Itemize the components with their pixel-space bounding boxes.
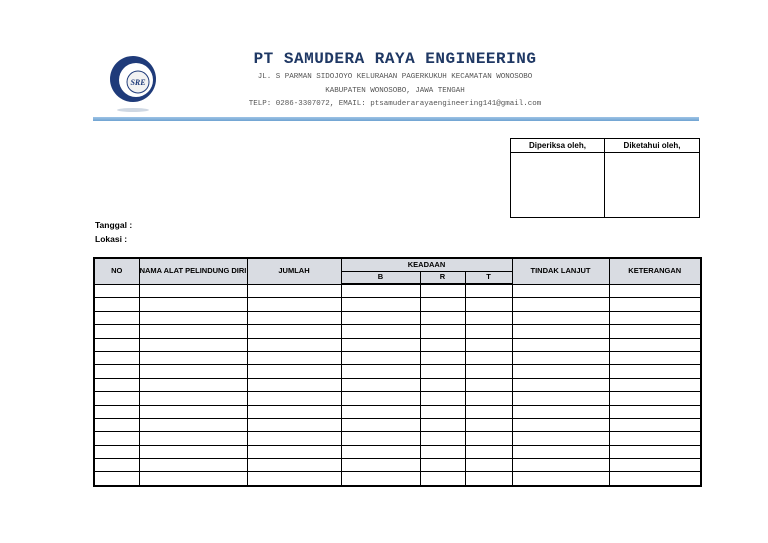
table-cell[interactable] bbox=[94, 378, 139, 391]
table-cell[interactable] bbox=[139, 311, 247, 324]
table-row bbox=[94, 351, 701, 364]
logo-text: SRE bbox=[130, 78, 146, 87]
table-cell[interactable] bbox=[420, 392, 465, 405]
address-line-1: JL. S PARMAN SIDOJOYO KELURAHAN PAGERKUKUH KECAMATAN WONOSOBO bbox=[257, 73, 533, 81]
company-logo bbox=[108, 52, 158, 112]
table-row bbox=[94, 365, 701, 378]
acknowledged-by-cell bbox=[605, 139, 699, 217]
table-cell[interactable] bbox=[139, 405, 247, 418]
table-cell[interactable] bbox=[247, 392, 341, 405]
table-cell[interactable] bbox=[94, 351, 139, 364]
table-cell[interactable] bbox=[609, 472, 701, 486]
table-row bbox=[94, 311, 701, 324]
table-cell[interactable] bbox=[341, 284, 420, 298]
table-cell[interactable] bbox=[94, 472, 139, 486]
checked-by-cell bbox=[511, 139, 605, 217]
table-cell[interactable] bbox=[465, 338, 512, 351]
table-cell[interactable] bbox=[420, 459, 465, 472]
table-cell[interactable] bbox=[247, 284, 341, 298]
table-cell[interactable] bbox=[420, 418, 465, 431]
table-cell[interactable] bbox=[341, 325, 420, 338]
table-cell[interactable] bbox=[609, 325, 701, 338]
table-cell[interactable] bbox=[341, 472, 420, 486]
table-row bbox=[94, 298, 701, 311]
table-cell[interactable] bbox=[609, 405, 701, 418]
checked-by-label: Diperiksa oleh, bbox=[511, 139, 604, 153]
table-cell[interactable] bbox=[247, 459, 341, 472]
table-cell[interactable] bbox=[341, 459, 420, 472]
date-label: Tanggal : bbox=[95, 220, 133, 230]
table-cell[interactable] bbox=[512, 298, 609, 311]
table-cell[interactable] bbox=[420, 325, 465, 338]
table-row bbox=[94, 378, 701, 391]
table-cell[interactable] bbox=[420, 365, 465, 378]
table-row bbox=[94, 459, 701, 472]
table-cell[interactable] bbox=[341, 378, 420, 391]
table-cell[interactable] bbox=[94, 432, 139, 445]
table-cell[interactable] bbox=[94, 459, 139, 472]
table-cell[interactable] bbox=[94, 325, 139, 338]
table-cell[interactable] bbox=[512, 472, 609, 486]
table-cell[interactable] bbox=[512, 284, 609, 298]
header-divider bbox=[93, 117, 699, 121]
table-cell[interactable] bbox=[247, 365, 341, 378]
header-item-name: NAMA ALAT PELINDUNG DIRI bbox=[139, 258, 247, 284]
table-cell[interactable] bbox=[247, 472, 341, 486]
table-cell[interactable] bbox=[139, 472, 247, 486]
company-name: PT SAMUDERA RAYA ENGINEERING bbox=[253, 50, 537, 68]
table-cell[interactable] bbox=[247, 432, 341, 445]
header-follow-up: TINDAK LANJUT bbox=[512, 258, 609, 284]
table-cell[interactable] bbox=[94, 445, 139, 458]
table-cell[interactable] bbox=[465, 459, 512, 472]
table-cell[interactable] bbox=[420, 311, 465, 324]
table-cell[interactable] bbox=[139, 445, 247, 458]
table-row bbox=[94, 392, 701, 405]
location-label: Lokasi : bbox=[95, 234, 128, 244]
signature-box bbox=[510, 138, 700, 218]
table-cell[interactable] bbox=[512, 351, 609, 364]
table-cell[interactable] bbox=[420, 298, 465, 311]
table-cell[interactable] bbox=[139, 418, 247, 431]
table-cell[interactable] bbox=[247, 405, 341, 418]
table-cell[interactable] bbox=[512, 311, 609, 324]
table-cell[interactable] bbox=[139, 459, 247, 472]
table-row bbox=[94, 325, 701, 338]
table-cell[interactable] bbox=[512, 325, 609, 338]
table-cell[interactable] bbox=[139, 432, 247, 445]
table-cell[interactable] bbox=[609, 284, 701, 298]
table-cell[interactable] bbox=[420, 445, 465, 458]
table-cell[interactable] bbox=[420, 405, 465, 418]
table-cell[interactable] bbox=[247, 338, 341, 351]
table-cell[interactable] bbox=[341, 445, 420, 458]
table-cell[interactable] bbox=[512, 365, 609, 378]
table-cell[interactable] bbox=[465, 392, 512, 405]
table-cell[interactable] bbox=[609, 459, 701, 472]
table-cell[interactable] bbox=[512, 432, 609, 445]
table-cell[interactable] bbox=[94, 284, 139, 298]
table-cell[interactable] bbox=[465, 351, 512, 364]
table-cell[interactable] bbox=[465, 445, 512, 458]
table-cell[interactable] bbox=[94, 338, 139, 351]
table-row bbox=[94, 418, 701, 431]
table-cell[interactable] bbox=[609, 311, 701, 324]
table-cell[interactable] bbox=[139, 298, 247, 311]
table-cell[interactable] bbox=[341, 298, 420, 311]
table-cell[interactable] bbox=[341, 351, 420, 364]
contact-line: TELP: 0286-3307072, EMAIL: ptsamuderarayaengineering141@gmail.com bbox=[248, 100, 542, 108]
table-cell[interactable] bbox=[139, 325, 247, 338]
table-cell[interactable] bbox=[139, 365, 247, 378]
table-cell[interactable] bbox=[247, 351, 341, 364]
table-cell[interactable] bbox=[609, 365, 701, 378]
table-cell[interactable] bbox=[247, 325, 341, 338]
table-cell[interactable] bbox=[247, 418, 341, 431]
table-body bbox=[94, 284, 701, 486]
table-cell[interactable] bbox=[420, 472, 465, 486]
table-cell[interactable] bbox=[465, 298, 512, 311]
acknowledged-by-label: Diketahui oleh, bbox=[605, 139, 699, 153]
table-cell[interactable] bbox=[341, 418, 420, 431]
table-cell[interactable] bbox=[465, 472, 512, 486]
table-cell[interactable] bbox=[609, 418, 701, 431]
table-cell[interactable] bbox=[94, 298, 139, 311]
table-cell[interactable] bbox=[465, 418, 512, 431]
table-cell[interactable] bbox=[465, 378, 512, 391]
table-cell[interactable] bbox=[512, 392, 609, 405]
inspection-table bbox=[93, 257, 702, 487]
table-cell[interactable] bbox=[420, 284, 465, 298]
table-cell[interactable] bbox=[465, 284, 512, 298]
table-cell[interactable] bbox=[609, 298, 701, 311]
header-condition: KEADAAN bbox=[341, 258, 512, 271]
table-cell[interactable] bbox=[247, 298, 341, 311]
table-cell[interactable] bbox=[139, 338, 247, 351]
table-cell[interactable] bbox=[609, 378, 701, 391]
table-cell[interactable] bbox=[139, 392, 247, 405]
header-condition-b: B bbox=[341, 271, 420, 284]
table-cell[interactable] bbox=[512, 445, 609, 458]
table-cell[interactable] bbox=[139, 378, 247, 391]
table-row bbox=[94, 432, 701, 445]
table-cell[interactable] bbox=[512, 418, 609, 431]
table-cell[interactable] bbox=[512, 405, 609, 418]
table-row bbox=[94, 472, 701, 486]
table-cell[interactable] bbox=[247, 445, 341, 458]
table-cell[interactable] bbox=[341, 392, 420, 405]
table-cell[interactable] bbox=[609, 445, 701, 458]
table-cell[interactable] bbox=[512, 459, 609, 472]
table-cell[interactable] bbox=[465, 405, 512, 418]
table-cell[interactable] bbox=[465, 365, 512, 378]
table-row bbox=[94, 445, 701, 458]
header-notes: KETERANGAN bbox=[609, 258, 701, 284]
table-cell[interactable] bbox=[512, 338, 609, 351]
table-cell[interactable] bbox=[341, 432, 420, 445]
table-cell[interactable] bbox=[512, 378, 609, 391]
table-cell[interactable] bbox=[420, 351, 465, 364]
table-cell[interactable] bbox=[94, 365, 139, 378]
table-cell[interactable] bbox=[139, 351, 247, 364]
table-row bbox=[94, 284, 701, 298]
table-cell[interactable] bbox=[341, 338, 420, 351]
header-condition-t: T bbox=[465, 271, 512, 284]
table-cell[interactable] bbox=[247, 378, 341, 391]
table-cell[interactable] bbox=[341, 405, 420, 418]
table-cell[interactable] bbox=[609, 351, 701, 364]
table-cell[interactable] bbox=[420, 338, 465, 351]
address-line-2: KABUPATEN WONOSOBO, JAWA TENGAH bbox=[325, 87, 465, 95]
header-quantity: JUMLAH bbox=[247, 258, 341, 284]
table-cell[interactable] bbox=[609, 432, 701, 445]
table-cell[interactable] bbox=[94, 311, 139, 324]
table-cell[interactable] bbox=[94, 405, 139, 418]
table-cell[interactable] bbox=[420, 432, 465, 445]
table-row bbox=[94, 338, 701, 351]
header-no: NO bbox=[94, 258, 139, 284]
table-cell[interactable] bbox=[609, 338, 701, 351]
table-cell[interactable] bbox=[465, 432, 512, 445]
table-cell[interactable] bbox=[247, 311, 341, 324]
table-cell[interactable] bbox=[94, 392, 139, 405]
header-condition-r: R bbox=[420, 271, 465, 284]
table-cell[interactable] bbox=[420, 378, 465, 391]
table-cell[interactable] bbox=[465, 311, 512, 324]
table-cell[interactable] bbox=[341, 365, 420, 378]
table-row bbox=[94, 405, 701, 418]
table-cell[interactable] bbox=[139, 284, 247, 298]
table-cell[interactable] bbox=[609, 392, 701, 405]
table-cell[interactable] bbox=[465, 325, 512, 338]
table-cell[interactable] bbox=[341, 311, 420, 324]
table-cell[interactable] bbox=[94, 418, 139, 431]
